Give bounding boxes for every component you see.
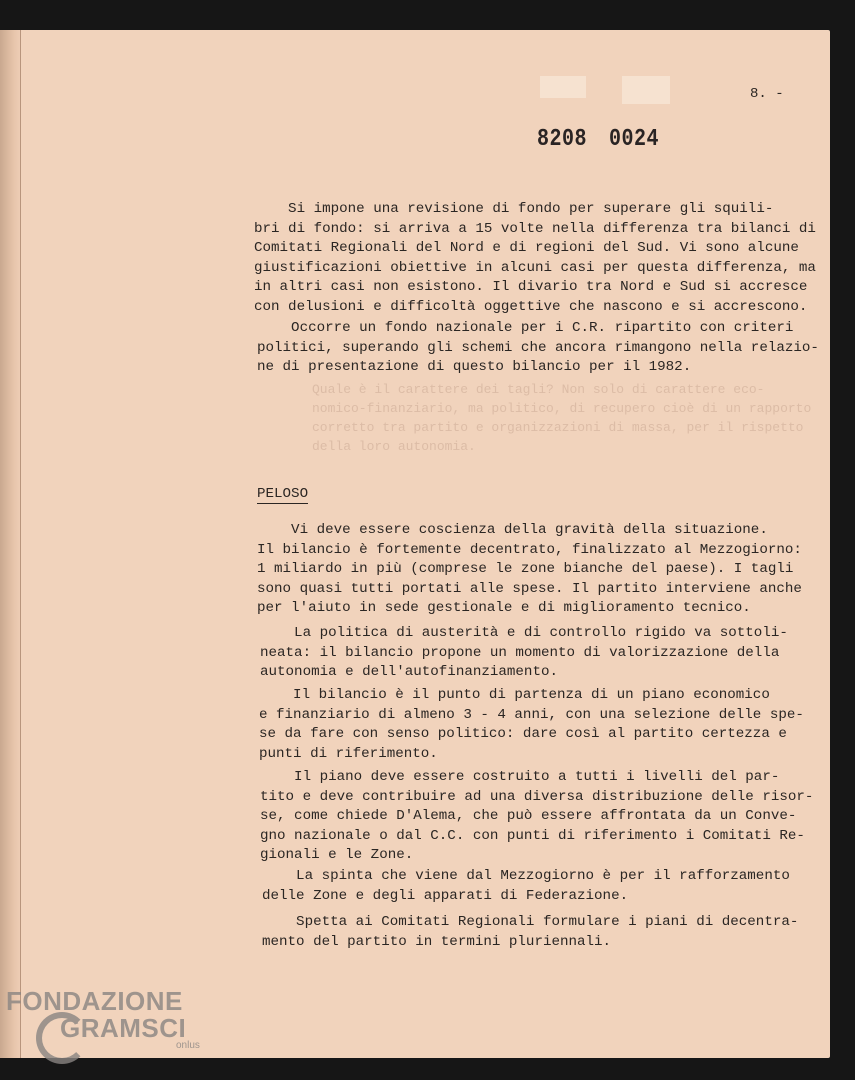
watermark-line1: FONDAZIONE xyxy=(6,986,183,1016)
paragraph: Spetta ai Comitati Regionali formulare i piani di decentra- mento del partito in termini pluriennali. xyxy=(262,914,799,950)
watermark-line3: onlus xyxy=(176,1040,200,1051)
watermark-line2: GRAMSCI xyxy=(60,1013,187,1043)
page-edge xyxy=(20,30,21,1058)
tape-mark xyxy=(540,76,586,98)
paragraph: Si impone una revisione di fondo per superare gli squili- bri di fondo: si arriva a 15 volte nella differenza tra bilanci di Comitati Regionali del Nord e di regioni del Sud. Vi sono alcune giustificazioni obiettive in alcuni casi per questa differenza, ma in altri casi non esistono. Il divario tra Nord e Sud si accresce con delusioni e difficoltà oggettive che nascono e si accrescono. xyxy=(254,201,816,315)
speaker-heading: PELOSO xyxy=(257,486,309,502)
paragraph: Il piano deve essere costruito a tutti i livelli del par- tito e deve contribuire ad una diversa distribuzione delle risor- se, come chiede D'Alema, che può essere affrontata da un Conve- gno nazionale o dal C.C. con punti di riferimento i Comitati Re- gionali e le Zone. xyxy=(260,769,814,864)
code-part: 0024 xyxy=(609,125,660,154)
page-number: 8. - xyxy=(750,86,784,102)
code-part: 8208 xyxy=(537,125,588,154)
paragraph: La politica di austerità e di controllo rigido va sottoli- neata: il bilancio propone un momento di valorizzazione della autonomia e dell'autofinanziamento. xyxy=(260,625,788,681)
fondazione-gramsci-watermark xyxy=(6,986,200,1051)
document-code-stamp xyxy=(537,126,681,154)
g-logo-icon xyxy=(36,1012,88,1064)
paragraph: Vi deve essere coscienza della gravità della situazione. Il bilancio è fortemente decentrato, finalizzato al Mezzogiorno: 1 miliardo in più (comprese le zone bianche del paese). I tagli sono quasi tutti portati alle spese. Il partito interviene anche per l'aiuto in sede gestionale e di miglioramento tecnico. xyxy=(257,522,802,617)
bleed-through-text: Quale è il carattere dei tagli? Non solo di carattere eco- nomico-finanziario, ma politico, di recupero cioè di un rapporto corretto tra partito e organizzazioni di massa, per il rispetto della loro autonomia. xyxy=(312,382,812,454)
paragraph: La spinta che viene dal Mezzogiorno è per il rafforzamento delle Zone e degli apparati di Federazione. xyxy=(262,868,790,904)
paragraph: Occorre un fondo nazionale per i C.R. ripartito con criteri politici, superando gli schemi che ancora rimangono nella relazio- ne di presentazione di questo bilancio per il 1982. xyxy=(257,320,819,376)
paragraph: Il bilancio è il punto di partenza di un piano economico e finanziario di almeno 3 - 4 anni, con una selezione delle spe- se da fare con senso politico: dare così al partito certezza e punti di riferimento. xyxy=(259,687,804,762)
binder-spine xyxy=(0,30,22,1058)
tape-mark xyxy=(622,76,670,104)
